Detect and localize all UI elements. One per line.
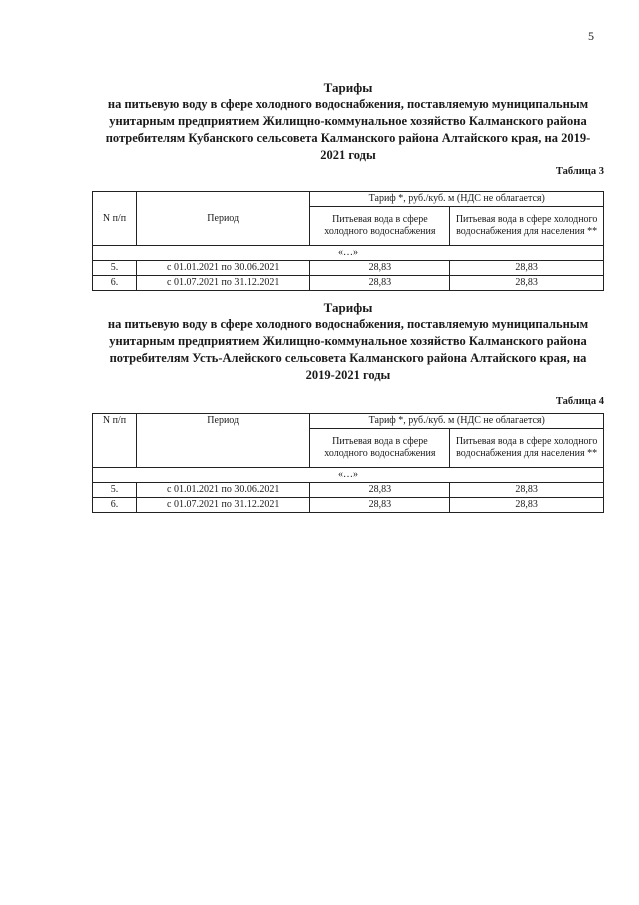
title-line: унитарным предприятием Жилищно-коммунальное хозяйство Калманского района bbox=[109, 114, 587, 128]
title-line: 2019-2021 годы bbox=[305, 368, 391, 382]
header-drinking-water-population: Питьевая вода в сфере холодного водоснабжения для населения ** bbox=[450, 207, 604, 246]
cell-value: 28,83 bbox=[450, 483, 604, 498]
table-header-row bbox=[93, 414, 604, 429]
cell-num: 5. bbox=[93, 261, 137, 276]
header-tariff: Тариф *, руб./куб. м (НДС не облагается) bbox=[310, 192, 604, 207]
title-line: унитарным предприятием Жилищно-коммунальное хозяйство Калманского района bbox=[109, 334, 587, 348]
table-row bbox=[93, 498, 604, 513]
cell-value: 28,83 bbox=[310, 276, 450, 291]
table-row bbox=[93, 261, 604, 276]
title-line: на питьевую воду в сфере холодного водоснабжения, поставляемую муниципальным bbox=[107, 97, 589, 111]
table-label: Таблица 4 bbox=[555, 396, 604, 407]
tariff-section-ust-aleysky bbox=[92, 299, 604, 513]
header-num: N п/п bbox=[93, 414, 137, 468]
title-line: 2021 годы bbox=[320, 148, 376, 162]
cell-period: с 01.01.2021 по 30.06.2021 bbox=[136, 483, 310, 498]
tariff-section-kubansky bbox=[92, 79, 604, 291]
cell-period: с 01.07.2021 по 31.12.2021 bbox=[136, 498, 310, 513]
table-row bbox=[93, 276, 604, 291]
header-drinking-water-population: Питьевая вода в сфере холодного водоснабжения для населения ** bbox=[450, 429, 604, 468]
header-period: Период bbox=[136, 414, 310, 468]
cell-value: 28,83 bbox=[450, 276, 604, 291]
cell-value: 28,83 bbox=[310, 498, 450, 513]
cell-period: с 01.07.2021 по 31.12.2021 bbox=[136, 276, 310, 291]
title-heading: Тарифы bbox=[323, 80, 373, 95]
header-period: Период bbox=[136, 192, 310, 246]
header-drinking-water: Питьевая вода в сфере холодного водоснабжения bbox=[310, 207, 450, 246]
title-line: потребителям Кубанского сельсовета Калманского района Алтайского края, на 2019- bbox=[105, 131, 591, 145]
title-line: на питьевую воду в сфере холодного водоснабжения, поставляемую муниципальным bbox=[107, 317, 589, 331]
tariff-table bbox=[92, 413, 604, 513]
header-tariff: Тариф *, руб./куб. м (НДС не облагается) bbox=[310, 414, 604, 429]
table-row bbox=[93, 483, 604, 498]
ellipsis-row bbox=[93, 246, 604, 261]
cell-num: 5. bbox=[93, 483, 137, 498]
cell-value: 28,83 bbox=[450, 498, 604, 513]
title-line: потребителям Усть-Алейского сельсовета Калманского района Алтайского края, на bbox=[109, 351, 587, 365]
cell-period: с 01.01.2021 по 30.06.2021 bbox=[136, 261, 310, 276]
ellipsis-row bbox=[93, 468, 604, 483]
tariff-table bbox=[92, 191, 604, 291]
section-title bbox=[92, 79, 604, 164]
cell-value: 28,83 bbox=[310, 261, 450, 276]
ellipsis-cell: «…» bbox=[93, 468, 604, 483]
section-title bbox=[92, 299, 604, 384]
header-drinking-water: Питьевая вода в сфере холодного водоснабжения bbox=[310, 429, 450, 468]
ellipsis-cell: «…» bbox=[93, 246, 604, 261]
cell-num: 6. bbox=[93, 498, 137, 513]
table-header-row bbox=[93, 192, 604, 207]
page-number: 5 bbox=[588, 29, 594, 43]
header-num: N п/п bbox=[93, 192, 137, 246]
cell-value: 28,83 bbox=[310, 483, 450, 498]
table-label: Таблица 3 bbox=[555, 166, 604, 177]
cell-value: 28,83 bbox=[450, 261, 604, 276]
cell-num: 6. bbox=[93, 276, 137, 291]
title-heading: Тарифы bbox=[323, 300, 373, 315]
